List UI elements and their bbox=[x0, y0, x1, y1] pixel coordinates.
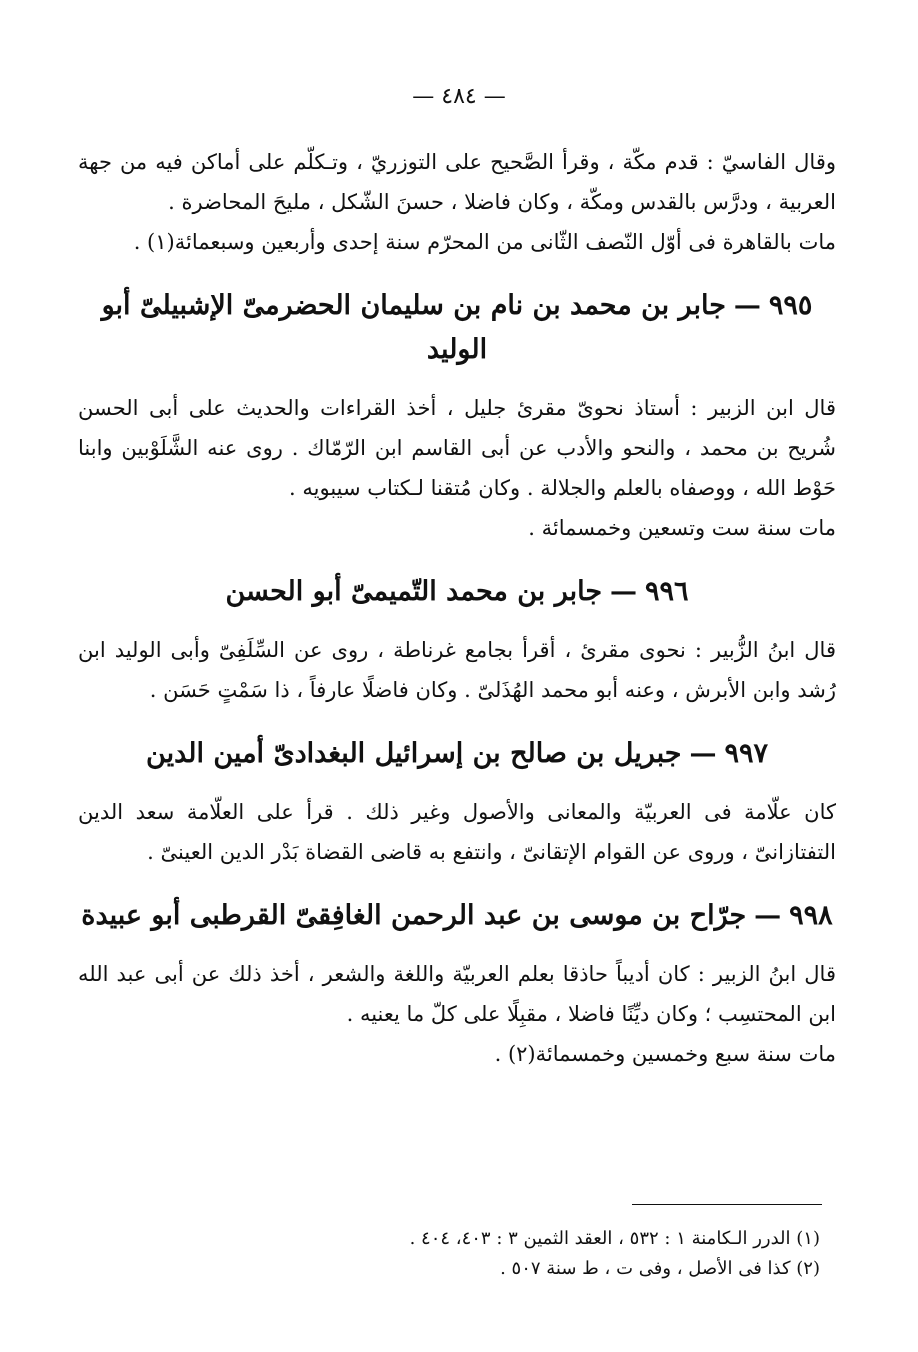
entry-title: جرّاح بن موسى بن عبد الرحمن الغافِقىّ القرطبى أبو عبيدة bbox=[81, 900, 747, 931]
intro-paragraph-1: وقال الفاسيّ : قدم مكّة ، وقرأ الصَّحيح على التوزريّ ، وتـكلّم على أماكن فيه من جهة العربية ، ودرَّس بالقدس ومكّة ، وكان فاضلا ، حسنَ الشّكل ، مليحَ المحاضرة . bbox=[78, 150, 836, 214]
entry-number: ٩٩٧ bbox=[724, 738, 768, 769]
entry-text bbox=[78, 792, 836, 872]
entry-title: جبريل بن صالح بن إسرائيل البغدادىّ أمين الدين bbox=[146, 738, 682, 769]
entry-paragraph: مات سنة سبع وخمسين وخمسمائة(٢) . bbox=[494, 1042, 836, 1066]
entry-number: ٩٩٦ bbox=[645, 576, 689, 607]
footnote-divider bbox=[632, 1204, 822, 1205]
entry-paragraph: قال ابنُ الزُّبير : نحوى مقرئ ، أقرأ بجامع غرناطة ، روى عن السِّلَفِىّ وأبى الوليد ابن رُشد وابن الأبرش ، وعنه أبو محمد الهُذَلىّ . وكان فاضلًا عارفاً ، ذا سَمْتٍ حَسَن . bbox=[78, 638, 836, 702]
entry-title: جابر بن محمد بن نام بن سليمان الحضرمىّ الإشبيلىّ أبو الوليد bbox=[101, 290, 726, 365]
entry-heading: ٩٩٧—جبريل بن صالح بن إسرائيل البغدادىّ أمين الدين bbox=[146, 738, 768, 769]
entry-text bbox=[78, 954, 836, 1074]
intro-paragraph-2: مات بالقاهرة فى أوّل النّصف الثّانى من المحرّم سنة إحدى وأربعين وسبعمائة(١) . bbox=[133, 230, 836, 254]
entry-paragraph: قال ابنُ الزبير : كان أديباً حاذقا بعلم العربيّة واللغة والشعر ، أخذ ذلك عن أبى عبد الله ابن المحتسِب ؛ وكان ديِّنًا فاضلا ، مقبِلًا على كلّ ما يعنيه . bbox=[78, 962, 836, 1026]
page-number: — ٤٨٤ — bbox=[412, 84, 506, 109]
entry-paragraph: مات سنة ست وتسعين وخمسمائة . bbox=[528, 516, 836, 540]
entry-995 bbox=[78, 284, 836, 548]
entry-title: جابر بن محمد التّميمىّ أبو الحسن bbox=[225, 576, 603, 607]
entry-heading: ٩٩٨—جرّاح بن موسى بن عبد الرحمن الغافِقىّ القرطبى أبو عبيدة bbox=[81, 900, 833, 931]
entry-text bbox=[78, 388, 836, 548]
entry-heading: ٩٩٥—جابر بن محمد بن نام بن سليمان الحضرمىّ الإشبيلىّ أبو الوليد bbox=[101, 290, 813, 365]
entry-heading: ٩٩٦—جابر بن محمد التّميمىّ أبو الحسن bbox=[225, 576, 689, 607]
entry-text bbox=[78, 630, 836, 710]
entry-998 bbox=[78, 894, 836, 1074]
entry-number: ٩٩٥ bbox=[768, 290, 813, 321]
intro-section bbox=[78, 142, 836, 262]
footnote-1: (١) الدرر الـكامنة ١ : ٥٣٢ ، العقد الثمين ٣ : ٤٠٣، ٤٠٤ . bbox=[409, 1228, 820, 1249]
entry-paragraph: قال ابن الزبير : أستاذ نحوىّ مقرئ جليل ، أخذ القراءات والحديث على أبى الحسن شُريح بن محمد ، والنحو والأدب عن أبى القاسم ابن الرّمّاك . روى عنه الشَّلَوْبين وابنا حَوْط الله ، ووصفاه بالعلم والجلالة . وكان مُتقنا لـكتاب سيبويه . bbox=[78, 396, 836, 500]
page-body bbox=[78, 142, 836, 1074]
entry-996 bbox=[78, 570, 836, 710]
entry-paragraph: كان علّامة فى العربيّة والمعانى والأصول وغير ذلك . قرأ على العلّامة سعد الدين التفتازانىّ ، وروى عن القوام الإتقانىّ ، وانتفع به قاضى القضاة بَدْر الدين العينىّ . bbox=[78, 800, 836, 864]
entry-number: ٩٩٨ bbox=[789, 900, 833, 931]
footnotes bbox=[260, 1224, 820, 1284]
footnote-2: (٢) كذا فى الأصل ، وفى ت ، ط سنة ٥٠٧ . bbox=[500, 1258, 820, 1279]
entry-997 bbox=[78, 732, 836, 872]
